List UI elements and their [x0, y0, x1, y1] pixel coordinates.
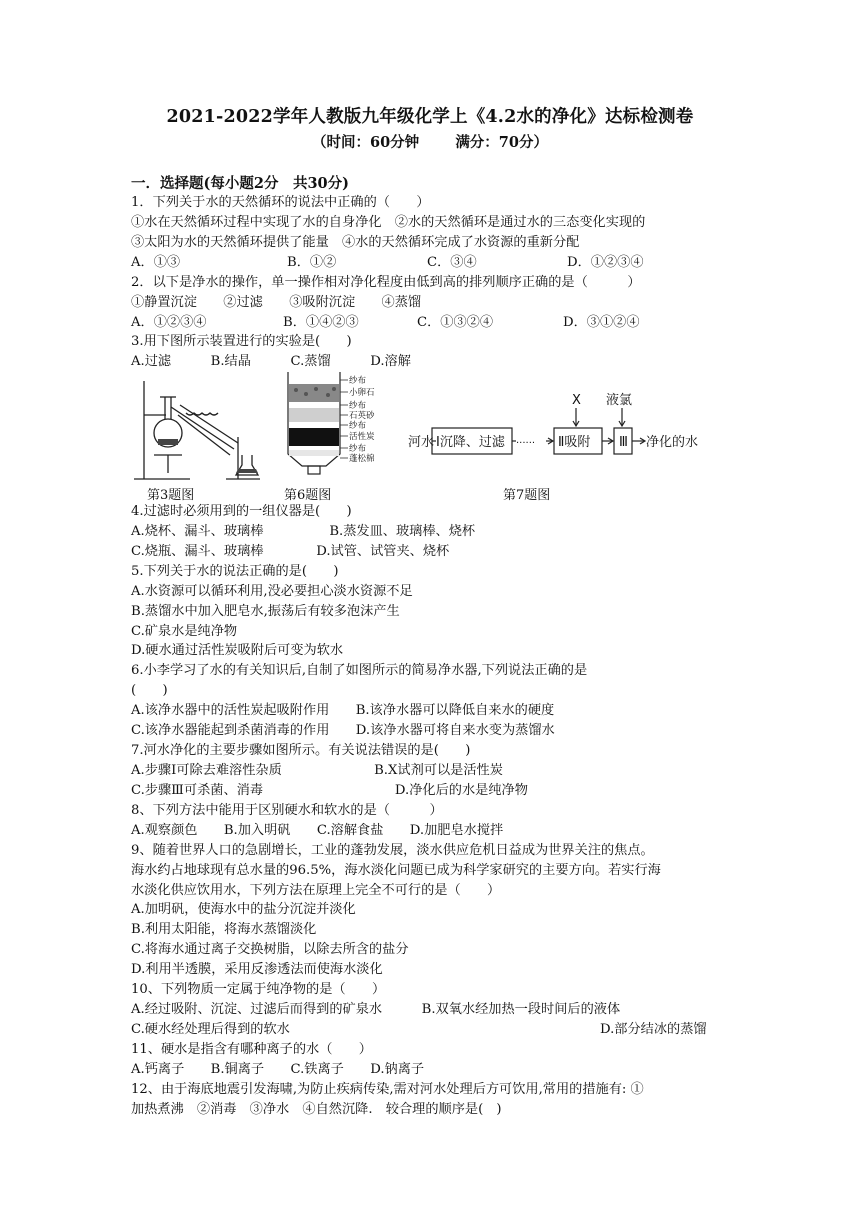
q1-stem: 1．下列关于水的天然循环的说法中正确的（ ）: [131, 195, 430, 210]
q5-option: A.水资源可以循环利用,没必要担心淡水资源不足: [131, 584, 413, 599]
reagent-x: X: [572, 393, 581, 408]
option: D．③①②④: [563, 315, 640, 330]
flow-input: 河水: [408, 435, 435, 450]
q5-option: B.蒸馏水中加入肥皂水,振荡后有较多泡沫产生: [131, 604, 400, 619]
q9-stem: 水淡化供应饮用水，下列方法在原理上完全不可行的是（ ）: [131, 883, 501, 898]
q7-stem: 7.河水净化的主要步骤如图所示。有关说法错误的是( ): [131, 743, 471, 758]
option: C．①③②④: [417, 315, 494, 330]
filter-label: 小卵石: [349, 388, 375, 398]
q9-option: C.将海水通过离子交换树脂，以除去所含的盐分: [131, 942, 409, 957]
figure-caption: 第3题图: [147, 488, 195, 503]
option: A．①②③④: [131, 315, 207, 330]
q2-options: [131, 314, 640, 332]
flow-step-2: Ⅱ吸附: [558, 435, 591, 450]
q5-option: D.硬水通过活性炭吸附后可变为软水: [131, 643, 344, 658]
q4-stem: 4.过滤时必须用到的一组仪器是( ): [131, 504, 352, 519]
q5-option: C.矿泉水是纯净物: [131, 624, 238, 639]
q9-option: A.加明矾，使海水中的盐分沉淀并淡化: [131, 902, 356, 917]
gravel-layer: [289, 384, 339, 402]
q7-options: A.步骤Ⅰ可除去难溶性杂质 B.X试剂可以是活性炭: [131, 763, 503, 778]
q3-options: A.过滤 B.结晶 C.蒸馏 D.溶解: [131, 354, 411, 369]
q1-options: [131, 254, 644, 272]
q9-option: D.利用半透膜，采用反渗透法而使海水淡化: [131, 962, 383, 977]
q6-options: C.该净水器能起到杀菌消毒的作用 D.该净水器可将自来水变为蒸馏水: [131, 723, 555, 738]
q12-stem: 加热煮沸 ②消毒 ③净水 ④自然沉降. 较合理的顺序是( ): [131, 1102, 502, 1117]
page-title: 2021-2022学年人教版九年级化学上《4.2水的净化》达标检测卷: [166, 107, 694, 127]
q8-options: A.观察颜色 B.加入明矾 C.溶解食盐 D.加肥皂水搅拌: [131, 823, 504, 838]
flow-output: 净化的水: [646, 435, 699, 450]
exam-time: （时间：60分钟: [312, 134, 420, 151]
distillation-figure: [130, 375, 270, 485]
section-heading: 一．选择题(每小题2分 共30分): [131, 175, 349, 192]
flow-step-3: Ⅲ: [619, 435, 628, 450]
q7-options: C.步骤Ⅲ可杀菌、消毒 D.净化后的水是纯净物: [131, 783, 528, 798]
q9-option: B.利用太阳能，将海水蒸馏淡化: [131, 922, 317, 937]
q10-option: D.部分结冰的蒸馏: [600, 1022, 707, 1037]
q11-options: A.钙离子 B.铜离子 C.铁离子 D.钠离子: [131, 1062, 425, 1077]
q11-stem: 11、硬水是指含有哪种离子的水（ ）: [131, 1042, 372, 1057]
q1-statement: ①水在天然循环过程中实现了水的自身净化 ②水的天然循环是通过水的三态变化实现的: [131, 215, 646, 230]
option: A．①③: [131, 255, 181, 270]
filter-label: 纱布: [349, 401, 367, 411]
reagent-chlorine: 液氯: [606, 393, 633, 408]
q6-options: A.该净水器中的活性炭起吸附作用 B.该净水器可以降低自来水的硬度: [131, 703, 555, 718]
sand-layer: [289, 408, 339, 422]
q2-items: ①静置沉淀 ②过滤 ③吸附沉淀 ④蒸馏: [131, 295, 422, 310]
filter-label: 活性炭: [349, 432, 375, 442]
water-purifier-figure: [284, 370, 400, 488]
filter-label: 石英砂: [349, 411, 375, 421]
q10-options: A.经过吸附、沉淀、过滤后而得到的矿泉水 B.双氧水经加热一段时间后的液体: [131, 1002, 621, 1017]
filter-label: 纱布: [349, 376, 367, 386]
purification-flow-figure: [408, 388, 708, 468]
q12-stem: 12、由于海底地震引发海啸,为防止疾病传染,需对河水处理后方可饮用,常用的措施有: ①: [131, 1082, 644, 1097]
exam-info: [0, 131, 860, 152]
q4-options: C.烧瓶、漏斗、玻璃棒 D.试管、试管夹、烧杯: [131, 544, 450, 559]
q9-stem: 9、随着世界人口的急剧增长，工业的蓬勃发展，淡水供应危机日益成为世界关注的焦点。: [131, 843, 654, 858]
option: B．①②: [287, 255, 337, 270]
q5-stem: 5.下列关于水的说法正确的是( ): [131, 564, 339, 579]
q6-stem: ( ): [131, 683, 168, 698]
option: C．③④: [427, 255, 477, 270]
option: D．①②③④: [567, 255, 644, 270]
q10-stem: 10、下列物质一定属于纯净物的是（ ）: [131, 982, 386, 997]
flow-dots: ······: [516, 438, 536, 449]
filter-label: 蓬松棉: [349, 454, 375, 464]
q10-option: C.硬水经处理后得到的软水: [131, 1022, 290, 1037]
q2-stem: 2．以下是净水的操作，单一操作相对净化程度由低到高的排列顺序正确的是（ ）: [131, 275, 641, 290]
flow-step-1: Ⅰ沉降、过滤: [436, 435, 505, 450]
filter-label: 纱布: [349, 444, 367, 454]
q3-stem: 3.用下图所示装置进行的实验是( ): [131, 334, 352, 349]
q8-stem: 8、下列方法中能用于区别硬水和软水的是（ ）: [131, 803, 443, 818]
q1-statement: ③太阳为水的天然循环提供了能量 ④水的天然循环完成了水资源的重新分配: [131, 235, 580, 250]
figure-caption: 第7题图: [503, 488, 551, 503]
q6-stem: 6.小李学习了水的有关知识后,自制了如图所示的简易净水器,下列说法正确的是: [131, 663, 588, 678]
figure-caption: 第6题图: [284, 488, 332, 503]
q9-stem: 海水约占地球现有总水量的96.5%，海水淡化问题已成为科学家研究的主要方向。若实行海: [131, 863, 661, 878]
q4-options: A.烧杯、漏斗、玻璃棒 B.蒸发皿、玻璃棒、烧杯: [131, 524, 476, 539]
exam-score: 满分：70分）: [455, 134, 548, 151]
filter-label: 纱布: [349, 421, 367, 431]
carbon-layer: [289, 428, 339, 446]
option: B．①④②③: [283, 315, 359, 330]
